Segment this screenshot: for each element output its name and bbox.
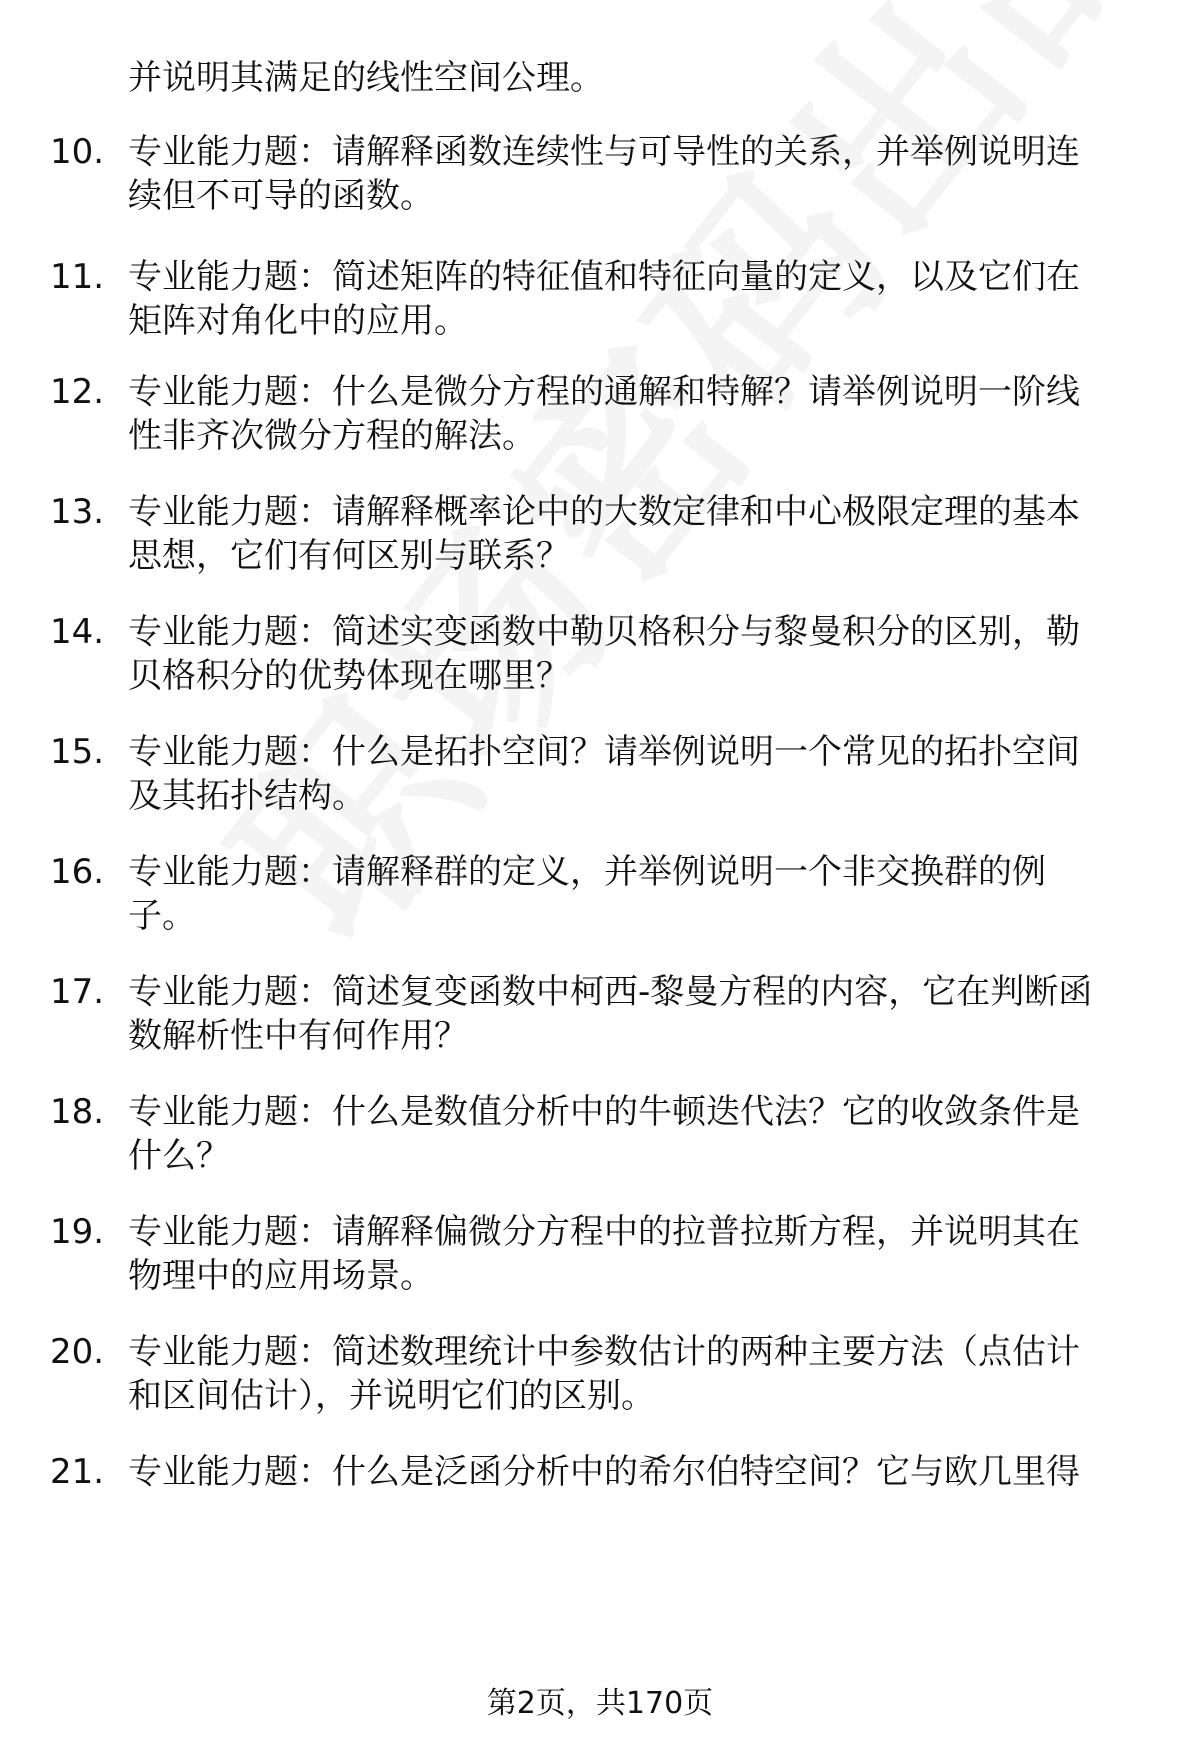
question-item [0, 610, 1200, 710]
question-text [128, 130, 1168, 218]
question-number: 18. [50, 1092, 105, 1132]
question-item [0, 1450, 1200, 1550]
question-text-line: 专业能力题：请解释概率论中的大数定律和中心极限定理的基本 [128, 492, 1080, 532]
question-text-line: 专业能力题：什么是泛函分析中的希尔伯特空间？它与欧几里得 [128, 1452, 1080, 1492]
question-number: 16. [50, 852, 105, 892]
question-item [0, 1330, 1200, 1430]
question-number: 13. [50, 492, 105, 532]
question-text-line: 专业能力题：什么是数值分析中的牛顿迭代法？它的收敛条件是 [128, 1092, 1080, 1132]
question-text-line: 矩阵对角化中的应用。 [128, 301, 468, 341]
question-text [128, 490, 1168, 578]
question-text-line: 专业能力题：请解释函数连续性与可导性的关系，并举例说明连 [128, 132, 1080, 172]
question-text [128, 1210, 1168, 1298]
question-text [128, 610, 1168, 698]
question-text-line: 专业能力题：简述实变函数中勒贝格积分与黎曼积分的区别，勒 [128, 612, 1080, 652]
question-text-line: 贝格积分的优势体现在哪里？ [128, 656, 570, 696]
question-text [128, 1330, 1168, 1418]
question-text-line: 专业能力题：简述数理统计中参数估计的两种主要方法（点估计 [128, 1332, 1080, 1372]
question-text-line: 和区间估计），并说明它们的区别。 [128, 1376, 655, 1416]
question-text-line: 专业能力题：什么是微分方程的通解和特解？请举例说明一阶线 [128, 372, 1080, 412]
question-text-line: 物理中的应用场景。 [128, 1256, 434, 1296]
question-text-line: 专业能力题：请解释群的定义，并举例说明一个非交换群的例 [128, 852, 1046, 892]
question-text [128, 730, 1168, 818]
question-text-line: 专业能力题：什么是拓扑空间？请举例说明一个常见的拓扑空间 [128, 732, 1080, 772]
question-item [0, 970, 1200, 1070]
continued-text-line: 并说明其满足的线性空间公理。 [128, 58, 604, 98]
question-text-line: 什么？ [128, 1136, 230, 1176]
question-text-line: 专业能力题：简述矩阵的特征值和特征向量的定义，以及它们在 [128, 257, 1080, 297]
question-text-line: 续但不可导的函数。 [128, 176, 434, 216]
question-item [0, 850, 1200, 950]
question-item [0, 130, 1200, 230]
question-item [0, 1090, 1200, 1190]
question-number: 21. [50, 1452, 105, 1492]
question-text [128, 970, 1168, 1058]
question-text-line: 专业能力题：简述复变函数中柯西-黎曼方程的内容，它在判断函 [128, 972, 1093, 1012]
question-item [0, 255, 1200, 355]
question-number: 14. [50, 612, 105, 652]
question-number: 17. [50, 972, 105, 1012]
question-text [128, 850, 1168, 938]
question-text [128, 1090, 1168, 1178]
question-text [128, 370, 1168, 458]
question-text-line: 思想，它们有何区别与联系？ [128, 536, 570, 576]
question-number: 11. [50, 257, 105, 297]
question-item [0, 730, 1200, 830]
question-text-line: 子。 [128, 896, 196, 936]
question-number: 19. [50, 1212, 105, 1252]
question-text-line: 及其拓扑结构。 [128, 776, 366, 816]
question-text-line: 数解析性中有何作用？ [128, 1016, 468, 1056]
page-number-footer: 第2页，共170页 [486, 1686, 714, 1721]
question-item [0, 1210, 1200, 1310]
question-text [128, 255, 1168, 343]
question-item [0, 370, 1200, 470]
question-item [0, 490, 1200, 590]
question-text [128, 1450, 1168, 1494]
question-text-line: 专业能力题：请解释偏微分方程中的拉普拉斯方程，并说明其在 [128, 1212, 1080, 1252]
question-number: 20. [50, 1332, 105, 1372]
question-number: 10. [50, 132, 105, 172]
question-number: 15. [50, 732, 105, 772]
question-number: 12. [50, 372, 105, 412]
question-text-line: 性非齐次微分方程的解法。 [128, 416, 536, 456]
